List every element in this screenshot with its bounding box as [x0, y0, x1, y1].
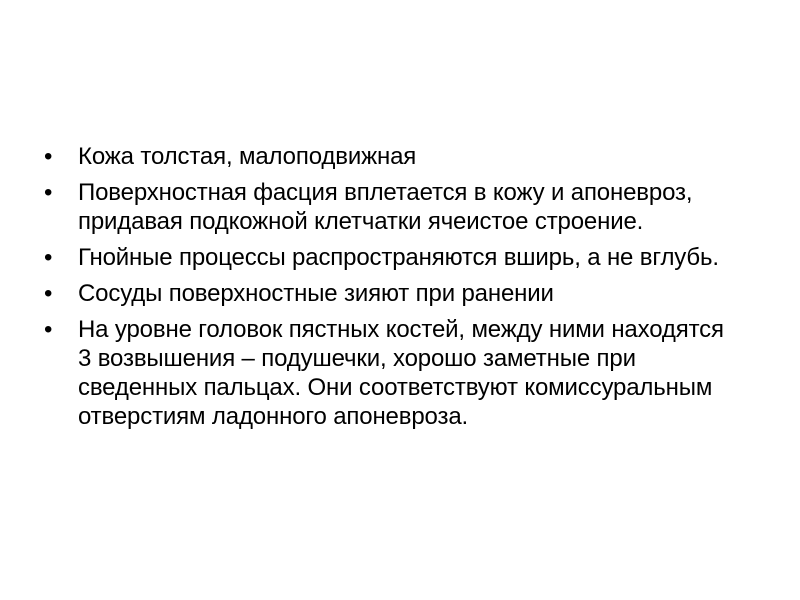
bullet-icon: •: [44, 143, 53, 170]
bullet-text: Кожа толстая, малоподвижная: [78, 143, 417, 170]
bullet-icon: •: [44, 244, 53, 271]
bullet-item-skin: [40, 142, 740, 171]
bullet-item-purulent: [40, 243, 740, 272]
bullet-icon: •: [44, 280, 53, 307]
bullet-item-pads: [40, 315, 740, 431]
bullet-text: Гнойные процессы распространяются вширь, а не вглубь.: [78, 244, 719, 271]
bullet-item-fascia: [40, 178, 740, 236]
bullet-icon: •: [44, 179, 53, 206]
bullet-text: Сосуды поверхностные зияют при ранении: [78, 280, 554, 307]
bullet-text: Поверхностная фасция вплетается в кожу и апоневроз, придавая подкожной клетчатки ячеистое строение.: [78, 179, 693, 235]
bullet-item-vessels: [40, 279, 740, 308]
bullet-list: [40, 142, 740, 438]
bullet-text: На уровне головок пястных костей, между ними находятся 3 возвышения – подушечки, хорошо заметные при сведенных пальцах. Они соответствуют комиссуральным отверстиям ладонного апоневроза.: [78, 316, 724, 430]
bullet-icon: •: [44, 316, 53, 343]
